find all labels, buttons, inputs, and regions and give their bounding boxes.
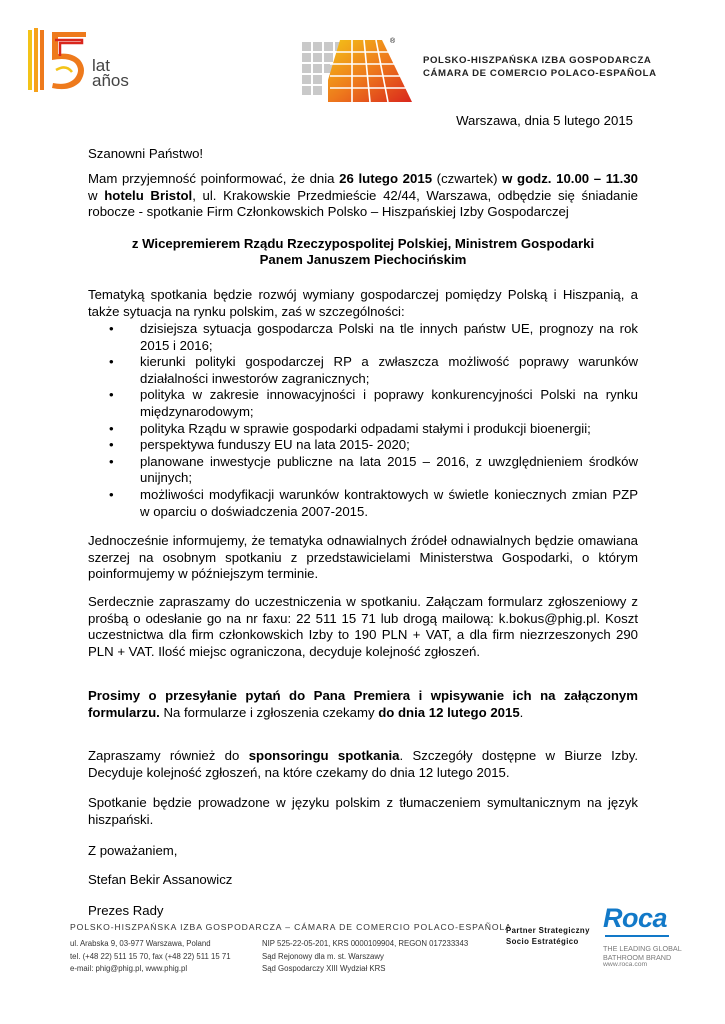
- anos-word: años: [92, 71, 129, 90]
- chamber-name: [423, 54, 657, 80]
- paragraph-renewables: Jednocześnie informujemy, że tematyka odnawialnych źródeł odnawialnych będzie omawiana szerzej na osobnym spotkaniu z przedstawicielami Ministerstwa Gospodarki, o którym poinformujemy w późniejszym terminie.: [88, 533, 638, 582]
- guest-line-2: Panem Januszem Piechocińskim: [259, 252, 467, 267]
- roca-tagline-2: BATHROOM BRAND: [603, 953, 672, 962]
- list-item: [88, 437, 638, 454]
- footer-contact: [70, 938, 231, 976]
- footer-address: ul. Arabska 9, 03-977 Warszawa, Poland: [70, 939, 211, 948]
- guest-of-honour: [88, 236, 638, 268]
- bullet-icon: •: [109, 420, 114, 436]
- footer-phone: tel. (+48 22) 511 15 70, fax (+48 22) 511 15 71: [70, 951, 231, 961]
- p5-text-b: Na formularze i zgłoszenia czekamy: [159, 704, 379, 720]
- bullet-icon: •: [109, 437, 114, 453]
- p1-text-e: w: [88, 187, 105, 203]
- fifteen-years-logo-graphic: [22, 26, 94, 96]
- p1-text-c: (czwartek): [432, 171, 503, 186]
- list-item-text: dzisiejsza sytuacja gospodarcza Polski na tle innych państw UE, prognozy na rok 2015 i 2016;: [140, 321, 638, 353]
- roca-website: www.roca.com: [603, 961, 648, 968]
- partner-label-pl: Partner Strategiczny: [506, 926, 590, 935]
- lat-word: lat: [92, 56, 110, 75]
- list-item-text: kierunki polityki gospodarczej RP a zwłaszcza możliwość poprawy warunków działalności inwestorów zagranicznych;: [140, 354, 638, 386]
- signer-title: Prezes Rady: [88, 903, 164, 918]
- chamber-name-pl: POLSKO-HISZPAŃSKA IZBA GOSPODARCZA: [423, 55, 652, 66]
- p1-time: w godz. 10.00 – 11.30: [502, 171, 639, 186]
- strategic-partner-label: [506, 925, 590, 947]
- roca-tagline: [603, 944, 682, 962]
- footer-registration: [262, 938, 468, 976]
- list-item-text: polityka Rządu w sprawie gospodarki odpadami stałymi i produkcji bioenergii;: [140, 420, 591, 436]
- fifteen-years-text: [92, 58, 129, 88]
- list-item: [88, 421, 638, 438]
- p1-date: 26 lutego 2015: [339, 171, 433, 186]
- p1-venue: hotelu Bristol: [104, 187, 193, 203]
- paragraph-sponsoring: [88, 748, 638, 781]
- roca-logo: [603, 903, 693, 973]
- list-item-text: perspektywa funduszy EU na lata 2015- 2020;: [140, 437, 410, 453]
- paragraph-topics-intro: Tematyką spotkania będzie rozwój wymiany gospodarczej pomiędzy Polską i Hiszpanią, a także sytuacja na rynku polskim, zaś w szczególności:: [88, 287, 638, 319]
- list-item-text: polityka w zakresie innowacyjności i poprawy konkurencyjności Polski na rynku międzynarodowym;: [140, 387, 638, 419]
- roca-brand: Roca: [603, 903, 668, 933]
- paragraph-registration: Serdecznie zapraszamy do uczestniczenia w spotkaniu. Załączam formularz zgłoszeniowy z prośbą o odesłanie go na nr faxu: 22 511 15 71 lub drogą mailową: k.bokus@phig.pl. Koszt uczestnictwa dla firm członkowskich Izby to 190 PLN + VAT, a dla firm niezrzeszonych 290 PLN + VAT. Ilość miejsc ograniczona, decyduje kolejność zgłoszeń.: [88, 594, 638, 659]
- chamber-logo: [300, 36, 415, 110]
- bullet-icon: •: [109, 354, 114, 370]
- guest-line-1: z Wicepremierem Rządu Rzeczypospolitej Polskiej, Ministrem Gospodarki: [131, 236, 595, 251]
- partner-label-es: Socio Estratégico: [506, 937, 579, 946]
- list-item: [88, 354, 638, 387]
- list-item: [88, 487, 638, 520]
- footer-org-name: POLSKO-HISZPAŃSKA IZBA GOSPODARCZA – CÁMARA DE COMERCIO POLACO-ESPAÑOLA: [70, 922, 512, 932]
- registered-mark: ®: [390, 38, 396, 45]
- p1-text-a: Mam przyjemność poinformować, że dnia: [88, 171, 340, 186]
- roca-tagline-1: THE LEADING GLOBAL: [603, 944, 682, 953]
- bullet-icon: •: [109, 321, 114, 336]
- closing: Z poważaniem,: [88, 843, 178, 858]
- list-item: [88, 454, 638, 487]
- p6-text-a: Zapraszamy również do: [88, 748, 249, 763]
- letter-date: Warszawa, dnia 5 lutego 2015: [456, 113, 633, 128]
- list-item: [88, 387, 638, 420]
- bullet-icon: •: [109, 387, 114, 403]
- p5-bold-request: Prosimy o przesyłanie pytań do Pana Premiera i wpisywanie ich na załączonym formularzu.: [88, 688, 638, 720]
- footer-reg-numbers: NIP 525-22-05-201, KRS 0000109904, REGON 017233343: [262, 939, 469, 948]
- topics-list: [88, 321, 638, 520]
- roca-underline: [605, 935, 669, 937]
- list-item-text: planowane inwestycje publiczne na lata 2015 – 2016, z uwzględnieniem środków unijnych;: [140, 453, 638, 486]
- p6-sponsoring: sponsoringu spotkania: [248, 748, 400, 763]
- paragraph-language: Spotkanie będzie prowadzone w języku polskim z tłumaczeniem symultanicznym na język hiszpański.: [88, 795, 638, 827]
- paragraph-questions: [88, 688, 638, 721]
- p5-deadline: do dnia 12 lutego 2015: [378, 704, 520, 720]
- signer-name: Stefan Bekir Assanowicz: [88, 872, 233, 887]
- footer-email: e-mail: phig@phig.pl, www.phig.pl: [70, 964, 188, 973]
- bullet-icon: •: [109, 453, 114, 469]
- fifteen-years-logo: [22, 26, 140, 96]
- p5-text-d: .: [519, 704, 524, 720]
- p1-text-g: , ul. Krakowskie Przedmieście 42/44, Warszawa, odbędzie się śniadanie robocze - spotkanie Firm Członkowskich Polsko – Hiszpańskiej Izby Gospodarczej: [88, 187, 638, 220]
- footer-court-1: Sąd Rejonowy dla m. st. Warszawy: [262, 951, 384, 961]
- bullet-icon: •: [109, 486, 114, 502]
- list-item-text: możliwości modyfikacji warunków kontraktowych w świetle koniecznych zmian PZP w oparciu o doświadczenia 2007-2015.: [140, 486, 638, 519]
- chamber-name-es: CÁMARA DE COMERCIO POLACO-ESPAÑOLA: [423, 68, 657, 79]
- salutation: Szanowni Państwo!: [88, 146, 204, 161]
- chamber-logo-graphic: [300, 36, 415, 110]
- p6-text-c: . Szczegóły dostępne w Biurze Izby. Decyduje kolejność zgłoszeń, na które czekamy do dnia 12 lutego 2015.: [88, 748, 639, 780]
- paragraph-invitation: [88, 171, 638, 221]
- footer-court-2: Sąd Gospodarczy XIII Wydział KRS: [262, 964, 386, 973]
- list-item: [88, 321, 638, 354]
